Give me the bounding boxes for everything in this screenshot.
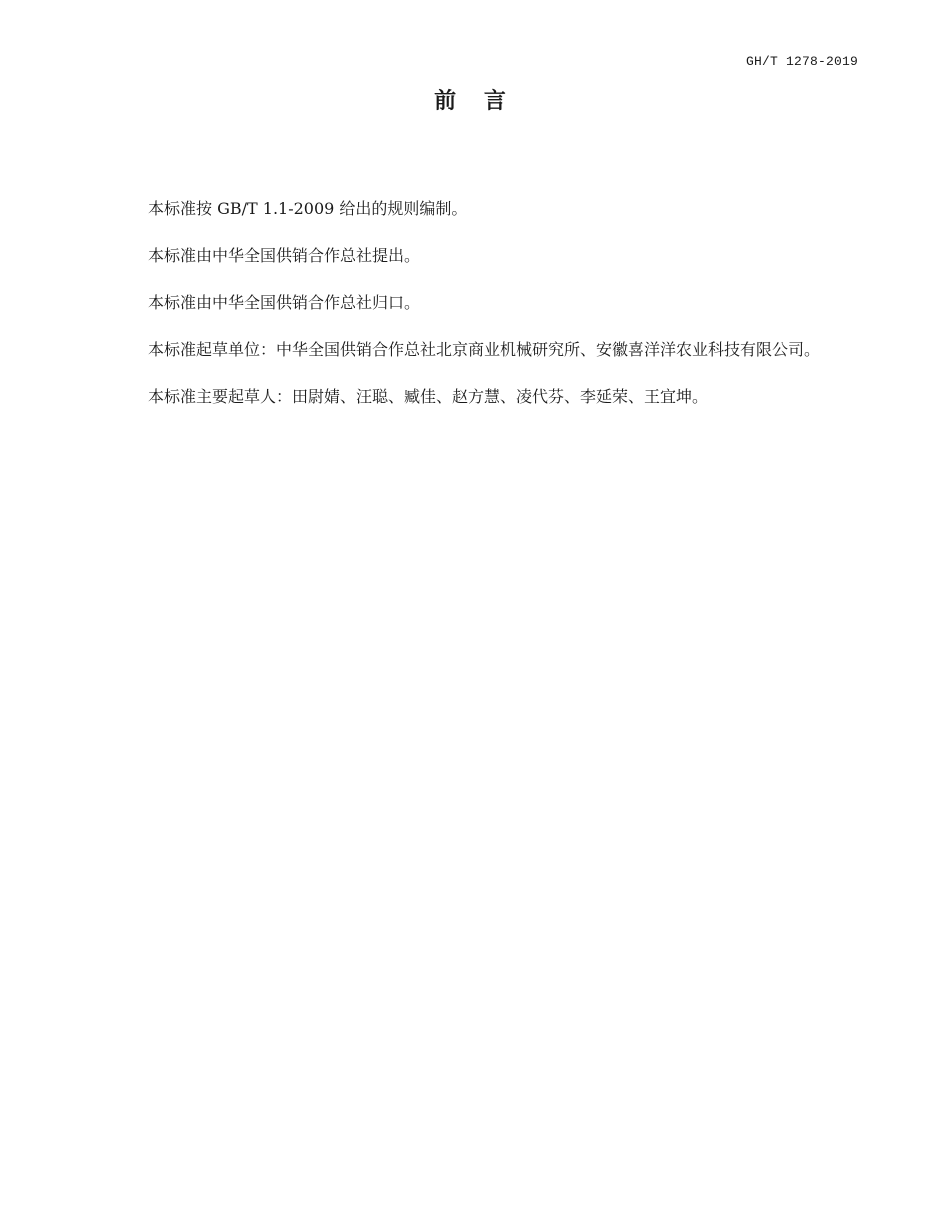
paragraph-drafting-units: 本标准起草单位：中华全国供销合作总社北京商业机械研究所、安徽喜洋洋农业科技有限公司。 <box>148 340 821 359</box>
document-body <box>111 185 859 420</box>
paragraph-proposer: 本标准由中华全国供销合作总社提出。 <box>148 246 421 265</box>
page-title: 前 言 <box>434 89 516 114</box>
paragraph-drafting-rules: 本标准按 GB/T 1.1-2009 给出的规则编制。 <box>148 199 468 218</box>
paragraph-drafters: 本标准主要起草人：田尉婧、汪聪、臧佳、赵方慧、凌代芬、李延荣、王宜坤。 <box>148 387 709 406</box>
paragraph-administrator: 本标准由中华全国供销合作总社归口。 <box>148 293 421 312</box>
standard-code: GH/T 1278-2019 <box>745 54 858 69</box>
